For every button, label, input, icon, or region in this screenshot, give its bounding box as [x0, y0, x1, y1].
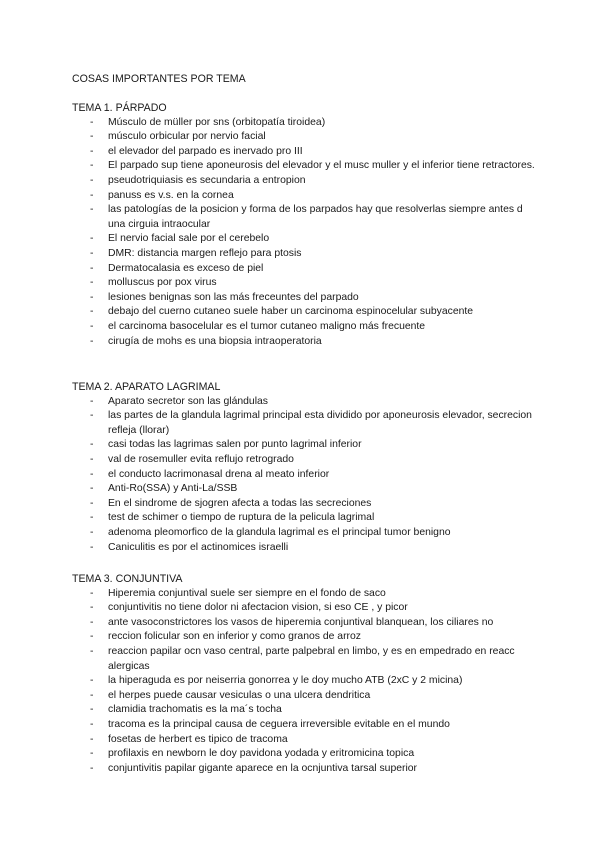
- list-item: - val de rosemuller evita reflujo retrogrado: [72, 453, 542, 468]
- list-item: - el conducto lacrimonasal drena al meato inferior: [72, 468, 542, 483]
- list-item: - El nervio facial sale por el cerebelo: [72, 232, 542, 247]
- bullet-list: [72, 587, 542, 777]
- list-item: - adenoma pleomorfico de la glandula lagrimal es el principal tumor benigno: [72, 526, 542, 541]
- list-item: - profilaxis en newborn le doy pavidona yodada y eritromicina topica: [72, 747, 542, 762]
- list-item: - el carcinoma basocelular es el tumor cutaneo maligno más frecuente: [72, 320, 542, 335]
- list-item: - pseudotriquiasis es secundaria a entropion: [72, 174, 542, 189]
- list-item: - el herpes puede causar vesiculas o una ulcera dendritica: [72, 689, 542, 704]
- list-item: - Anti-Ro(SSA) y Anti-La/SSB: [72, 482, 542, 497]
- list-item: - casi todas las lagrimas salen por punto lagrimal inferior: [72, 438, 542, 453]
- section-tema-2: [72, 380, 542, 555]
- list-item: - DMR: distancia margen reflejo para ptosis: [72, 247, 542, 262]
- section-heading: TEMA 3. CONJUNTIVA: [72, 573, 183, 585]
- list-item: - reaccion papilar ocn vaso central, parte palpebral en limbo, y es en empedrado en reacc alergicas: [72, 645, 542, 674]
- list-item: - molluscus por pox virus: [72, 276, 542, 291]
- list-item: - conjuntivitis no tiene dolor ni afectacion vision, si eso CE , y picor: [72, 601, 542, 616]
- section-heading: TEMA 2. APARATO LAGRIMAL: [72, 381, 221, 393]
- list-item: - panuss es v.s. en la cornea: [72, 189, 542, 204]
- list-item: - Hiperemia conjuntival suele ser siempre en el fondo de saco: [72, 587, 542, 602]
- list-item: - ante vasoconstrictores los vasos de hiperemia conjuntival blanquean, los ciliares no: [72, 616, 542, 631]
- document-title: COSAS IMPORTANTES POR TEMA: [72, 73, 246, 85]
- section-tema-1: [72, 101, 542, 349]
- bullet-list: [72, 395, 542, 556]
- list-item: - músculo orbicular por nervio facial: [72, 130, 542, 145]
- list-item: - las patologías de la posicion y forma de los parpados hay que resolverlas siempre antes d una cirguia intraocular: [72, 203, 542, 232]
- list-item: - Músculo de müller por sns (orbitopatía tiroidea): [72, 116, 542, 131]
- list-item: - cirugía de mohs es una biopsia intraoperatoria: [72, 335, 542, 350]
- list-item: - tracoma es la principal causa de ceguera irreversible evitable en el mundo: [72, 718, 542, 733]
- list-item: - fosetas de herbert es tipico de tracoma: [72, 733, 542, 748]
- list-item: - Aparato secretor son las glándulas: [72, 395, 542, 410]
- list-item: - Dermatocalasia es exceso de piel: [72, 262, 542, 277]
- list-item: - debajo del cuerno cutaneo suele haber un carcinoma espinocelular subyacente: [72, 305, 542, 320]
- section-heading: TEMA 1. PÁRPADO: [72, 102, 167, 114]
- list-item: - Caniculitis es por el actinomices israelli: [72, 541, 542, 556]
- list-item: - En el sindrome de sjogren afecta a todas las secreciones: [72, 497, 542, 512]
- section-tema-3: [72, 572, 542, 776]
- list-item: - el elevador del parpado es inervado pro III: [72, 145, 542, 160]
- bullet-list: [72, 116, 542, 350]
- list-item: - conjuntivitis papilar gigante aparece en la ocnjuntiva tarsal superior: [72, 762, 542, 777]
- list-item: - El parpado sup tiene aponeurosis del elevador y el musc muller y el inferior tiene retractores.: [72, 159, 542, 174]
- list-item: - las partes de la glandula lagrimal principal esta dividido por aponeurosis elevador, secrecion refleja (llorar): [72, 409, 542, 438]
- list-item: - la hiperaguda es por neiserria gonorrea y le doy mucho ATB (2xC y 2 micina): [72, 674, 542, 689]
- list-item: - lesiones benignas son las más freceuntes del parpado: [72, 291, 542, 306]
- list-item: - clamidia trachomatis es la ma´s tocha: [72, 703, 542, 718]
- list-item: - test de schimer o tiempo de ruptura de la pelicula lagrimal: [72, 511, 542, 526]
- list-item: - reccion folicular son en inferior y como granos de arroz: [72, 630, 542, 645]
